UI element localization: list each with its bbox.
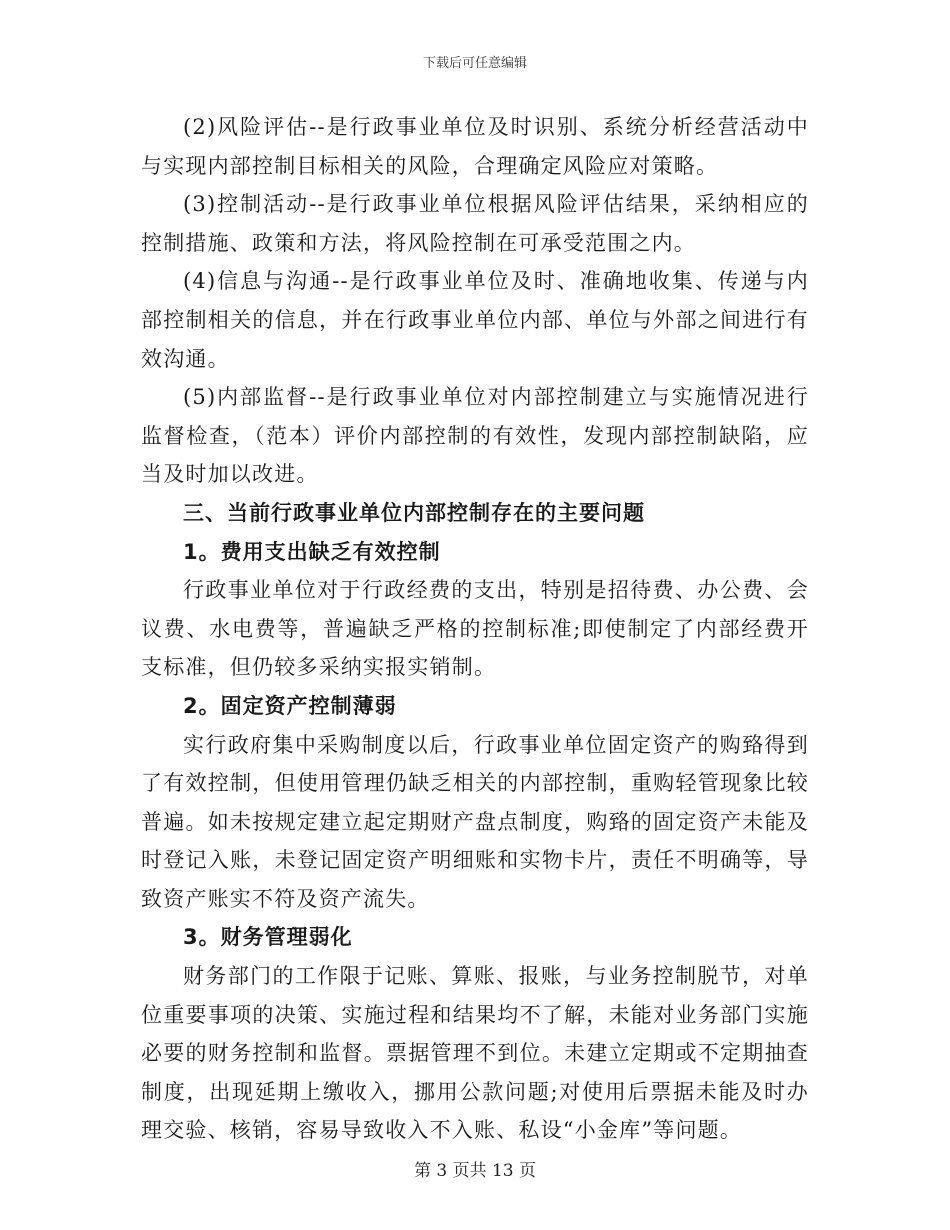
paragraph-control-activities: (3)控制活动--是行政事业单位根据风险评估结果，采纳相应的控制措施、政策和方法，将风险控制在可承受范围之内。 — [141, 192, 809, 255]
subheading-fixed-assets: 2。固定资产控制薄弱 — [183, 693, 397, 718]
paragraph-expense-control: 行政事业单位对于行政经费的支出，特别是招待费、办公费、会议费、水电费等，普遍缺乏严格的控制标准;即使制定了内部经费开支标准，但仍较多采纳实报实销制。 — [141, 578, 809, 680]
section-heading-main-problems: 三、当前行政事业单位内部控制存在的主要问题 — [183, 500, 645, 525]
paragraph-financial-management: 财务部门的工作限于记账、算账、报账，与业务控制脱节，对单位重要事项的决策、实施过程和结果均不了解，未能对业务部门实施必要的财务控制和监督。票据管理不到位。未建立定期或不定期抽查制度，出现延期上缴收入，挪用公款问题;对使用后票据未能及时办理交验、核销，容易导致收入不入账、私设“小金库”等问题。 — [141, 964, 809, 1143]
page-footer: 第 3 页共 13 页 — [413, 1161, 537, 1181]
page-header: 下载后可任意编辑 — [422, 56, 527, 71]
paragraph-risk-assessment: (2)风险评估--是行政事业单位及时识别、系统分析经营活动中与实现内部控制目标相关的风险，合理确定风险应对策略。 — [141, 115, 809, 178]
subheading-financial-management: 3。财务管理弱化 — [183, 925, 353, 950]
document-body — [141, 108, 809, 1150]
paragraph-internal-supervision: (5)内部监督--是行政事业单位对内部控制建立与实施情况进行监督检查，（范本）评价内部控制的有效性，发现内部控制缺陷，应当及时加以改进。 — [141, 385, 809, 487]
paragraph-fixed-assets: 实行政府集中采购制度以后，行政事业单位固定资产的购臵得到了有效控制，但使用管理仍缺乏相关的内部控制，重购轻管现象比较普遍。如未按规定建立起定期财产盘点制度，购臵的固定资产未能及时登记入账，未登记固定资产明细账和实物卡片，责任不明确等，导致资产账实不符及资产流失。 — [141, 732, 809, 911]
subheading-expense-control: 1。费用支出缺乏有效控制 — [183, 539, 441, 564]
paragraph-information-communication: (4)信息与沟通--是行政事业单位及时、准确地收集、传递与内部控制相关的信息，并在行政事业单位内部、单位与外部之间进行有效沟通。 — [141, 269, 809, 371]
